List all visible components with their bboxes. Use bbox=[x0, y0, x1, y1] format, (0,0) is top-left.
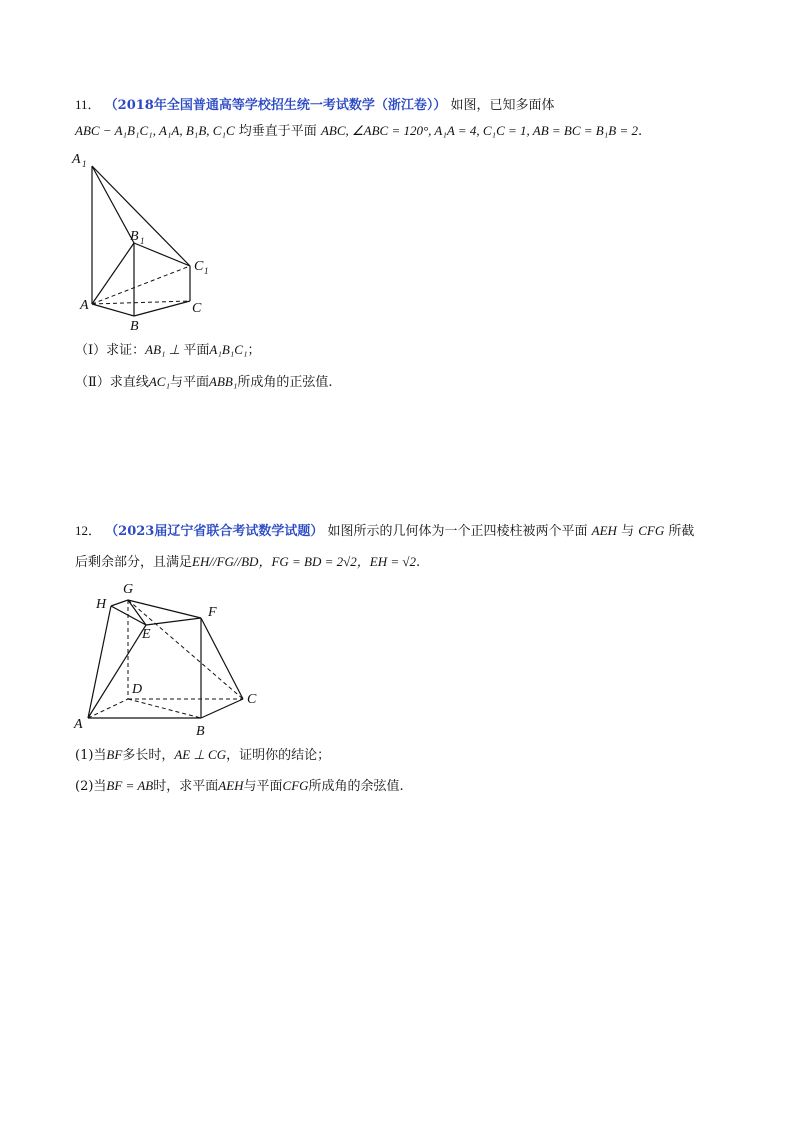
label-c: C bbox=[192, 301, 202, 316]
q12-intro: 如图所示的几何体为一个正四棱柱被两个平面 bbox=[327, 524, 588, 539]
q11-part1-end: ； bbox=[247, 343, 261, 358]
q12-part2 bbox=[75, 777, 404, 796]
label-g: G bbox=[123, 582, 134, 597]
q11-line2 bbox=[75, 122, 642, 141]
label-h: H bbox=[96, 597, 107, 612]
q12-part2-math3: CFG bbox=[282, 778, 309, 793]
q11-part2 bbox=[75, 373, 332, 392]
q12-intro-math1: AEH bbox=[591, 523, 617, 538]
label-a1: A bbox=[72, 152, 81, 167]
q12-line2-math: EH//FG//BD bbox=[192, 554, 259, 569]
q11-intro-tail: 如图，已知多面体 bbox=[450, 98, 555, 113]
q12-part1 bbox=[75, 746, 330, 765]
q12-intro-end: 所截 bbox=[668, 524, 695, 539]
edge-b1-c1 bbox=[134, 243, 190, 266]
label-c1-sub: 1 bbox=[204, 266, 209, 276]
q11-part1-label: （Ⅰ）求证： bbox=[75, 343, 146, 358]
q11-part1-text: 平面 bbox=[183, 343, 210, 358]
edge-a-c bbox=[92, 301, 190, 304]
edge-e-f bbox=[146, 618, 201, 625]
edge-b-c bbox=[134, 301, 190, 316]
q11-figure bbox=[68, 148, 218, 333]
edge-a-b1 bbox=[92, 243, 134, 304]
q11-condition-math: ABC − A₁B₁C₁, A₁A, B₁B, C₁C bbox=[75, 123, 235, 138]
q11-source: （2018年全国普通高等学校招生统一考试数学（浙江卷）） bbox=[104, 98, 447, 113]
q12-part1-math: BF bbox=[106, 747, 123, 762]
edge-a-e bbox=[88, 625, 146, 718]
q12-part1-label: (1)当 bbox=[75, 748, 107, 763]
edge-f-c bbox=[201, 618, 243, 699]
edge-a1-c1 bbox=[92, 166, 190, 266]
q12-line1 bbox=[75, 522, 694, 541]
q12-part1-text: 多长时， bbox=[122, 748, 175, 763]
q11-condition-mid: 均垂直于平面 bbox=[238, 124, 317, 139]
edge-b-c bbox=[201, 699, 243, 718]
q11-number: 11． bbox=[75, 97, 101, 112]
q12-line2-math3: ，EH = √2 bbox=[356, 554, 417, 569]
q11-line1 bbox=[75, 96, 555, 115]
edge-d-b bbox=[128, 699, 201, 718]
label-a: A bbox=[80, 298, 89, 313]
q11-part2-end: 所成角的正弦值. bbox=[237, 375, 333, 390]
q12-part2-text2: 与平面 bbox=[243, 779, 283, 794]
q12-part1-end: ，证明你的结论； bbox=[226, 748, 331, 763]
edge-a-h bbox=[88, 606, 111, 718]
q12-part2-label: (2)当 bbox=[75, 779, 107, 794]
q12-part2-math: BF = AB bbox=[106, 778, 154, 793]
q11-part2-label: （Ⅱ）求直线 bbox=[75, 375, 149, 390]
q11-part2-text: 与平面 bbox=[169, 375, 209, 390]
label-a1-sub: 1 bbox=[82, 159, 87, 169]
label-f: F bbox=[208, 605, 217, 620]
q11-part2-math: AC₁ bbox=[148, 374, 170, 389]
q12-part2-text: 时，求平面 bbox=[153, 779, 219, 794]
q12-source: （2023届辽宁省联合考试数学试题） bbox=[105, 524, 324, 539]
q11-condition-math2: ABC, ∠ABC = 120°, A₁A = 4, C₁C = 1, AB = BC = B₁B = 2 bbox=[320, 123, 638, 138]
q12-part2-end: 所成角的余弦值. bbox=[308, 779, 404, 794]
q12-line2 bbox=[75, 553, 420, 572]
q12-intro-mid: 与 bbox=[621, 524, 635, 539]
label-c1: C bbox=[194, 259, 204, 274]
q12-intro-math2: CFG bbox=[638, 523, 665, 538]
q11-part1-math2: A₁B₁C₁ bbox=[209, 342, 248, 357]
q12-part2-math2: AEH bbox=[218, 778, 244, 793]
label-c: C bbox=[247, 692, 257, 707]
q12-line2-end: . bbox=[416, 555, 421, 570]
q12-line2-text: 后剩余部分，且满足 bbox=[75, 555, 193, 570]
edge-a1-b1 bbox=[92, 166, 134, 243]
edge-a-c1 bbox=[92, 266, 190, 304]
edge-g-c bbox=[128, 600, 243, 699]
label-b: B bbox=[130, 319, 139, 333]
label-d: D bbox=[132, 682, 143, 697]
q12-line2-math2: ，FG = BD = 2√2 bbox=[258, 554, 357, 569]
label-b1: B bbox=[130, 229, 139, 244]
edge-h-g bbox=[111, 600, 128, 606]
q12-number: 12． bbox=[75, 523, 102, 538]
q11-part1 bbox=[75, 341, 261, 360]
q11-part1-math: AB₁ ⊥ bbox=[145, 342, 184, 357]
label-a: A bbox=[74, 717, 83, 732]
q12-figure bbox=[68, 578, 268, 740]
label-b: B bbox=[196, 724, 205, 739]
label-b1-sub: 1 bbox=[140, 236, 145, 246]
q11-part2-math2: ABB₁ bbox=[209, 374, 238, 389]
q11-condition-end: . bbox=[637, 124, 643, 139]
q12-part1-math2: AE ⊥ CG bbox=[174, 747, 227, 762]
edge-a-b bbox=[92, 304, 134, 316]
label-e: E bbox=[142, 627, 151, 642]
